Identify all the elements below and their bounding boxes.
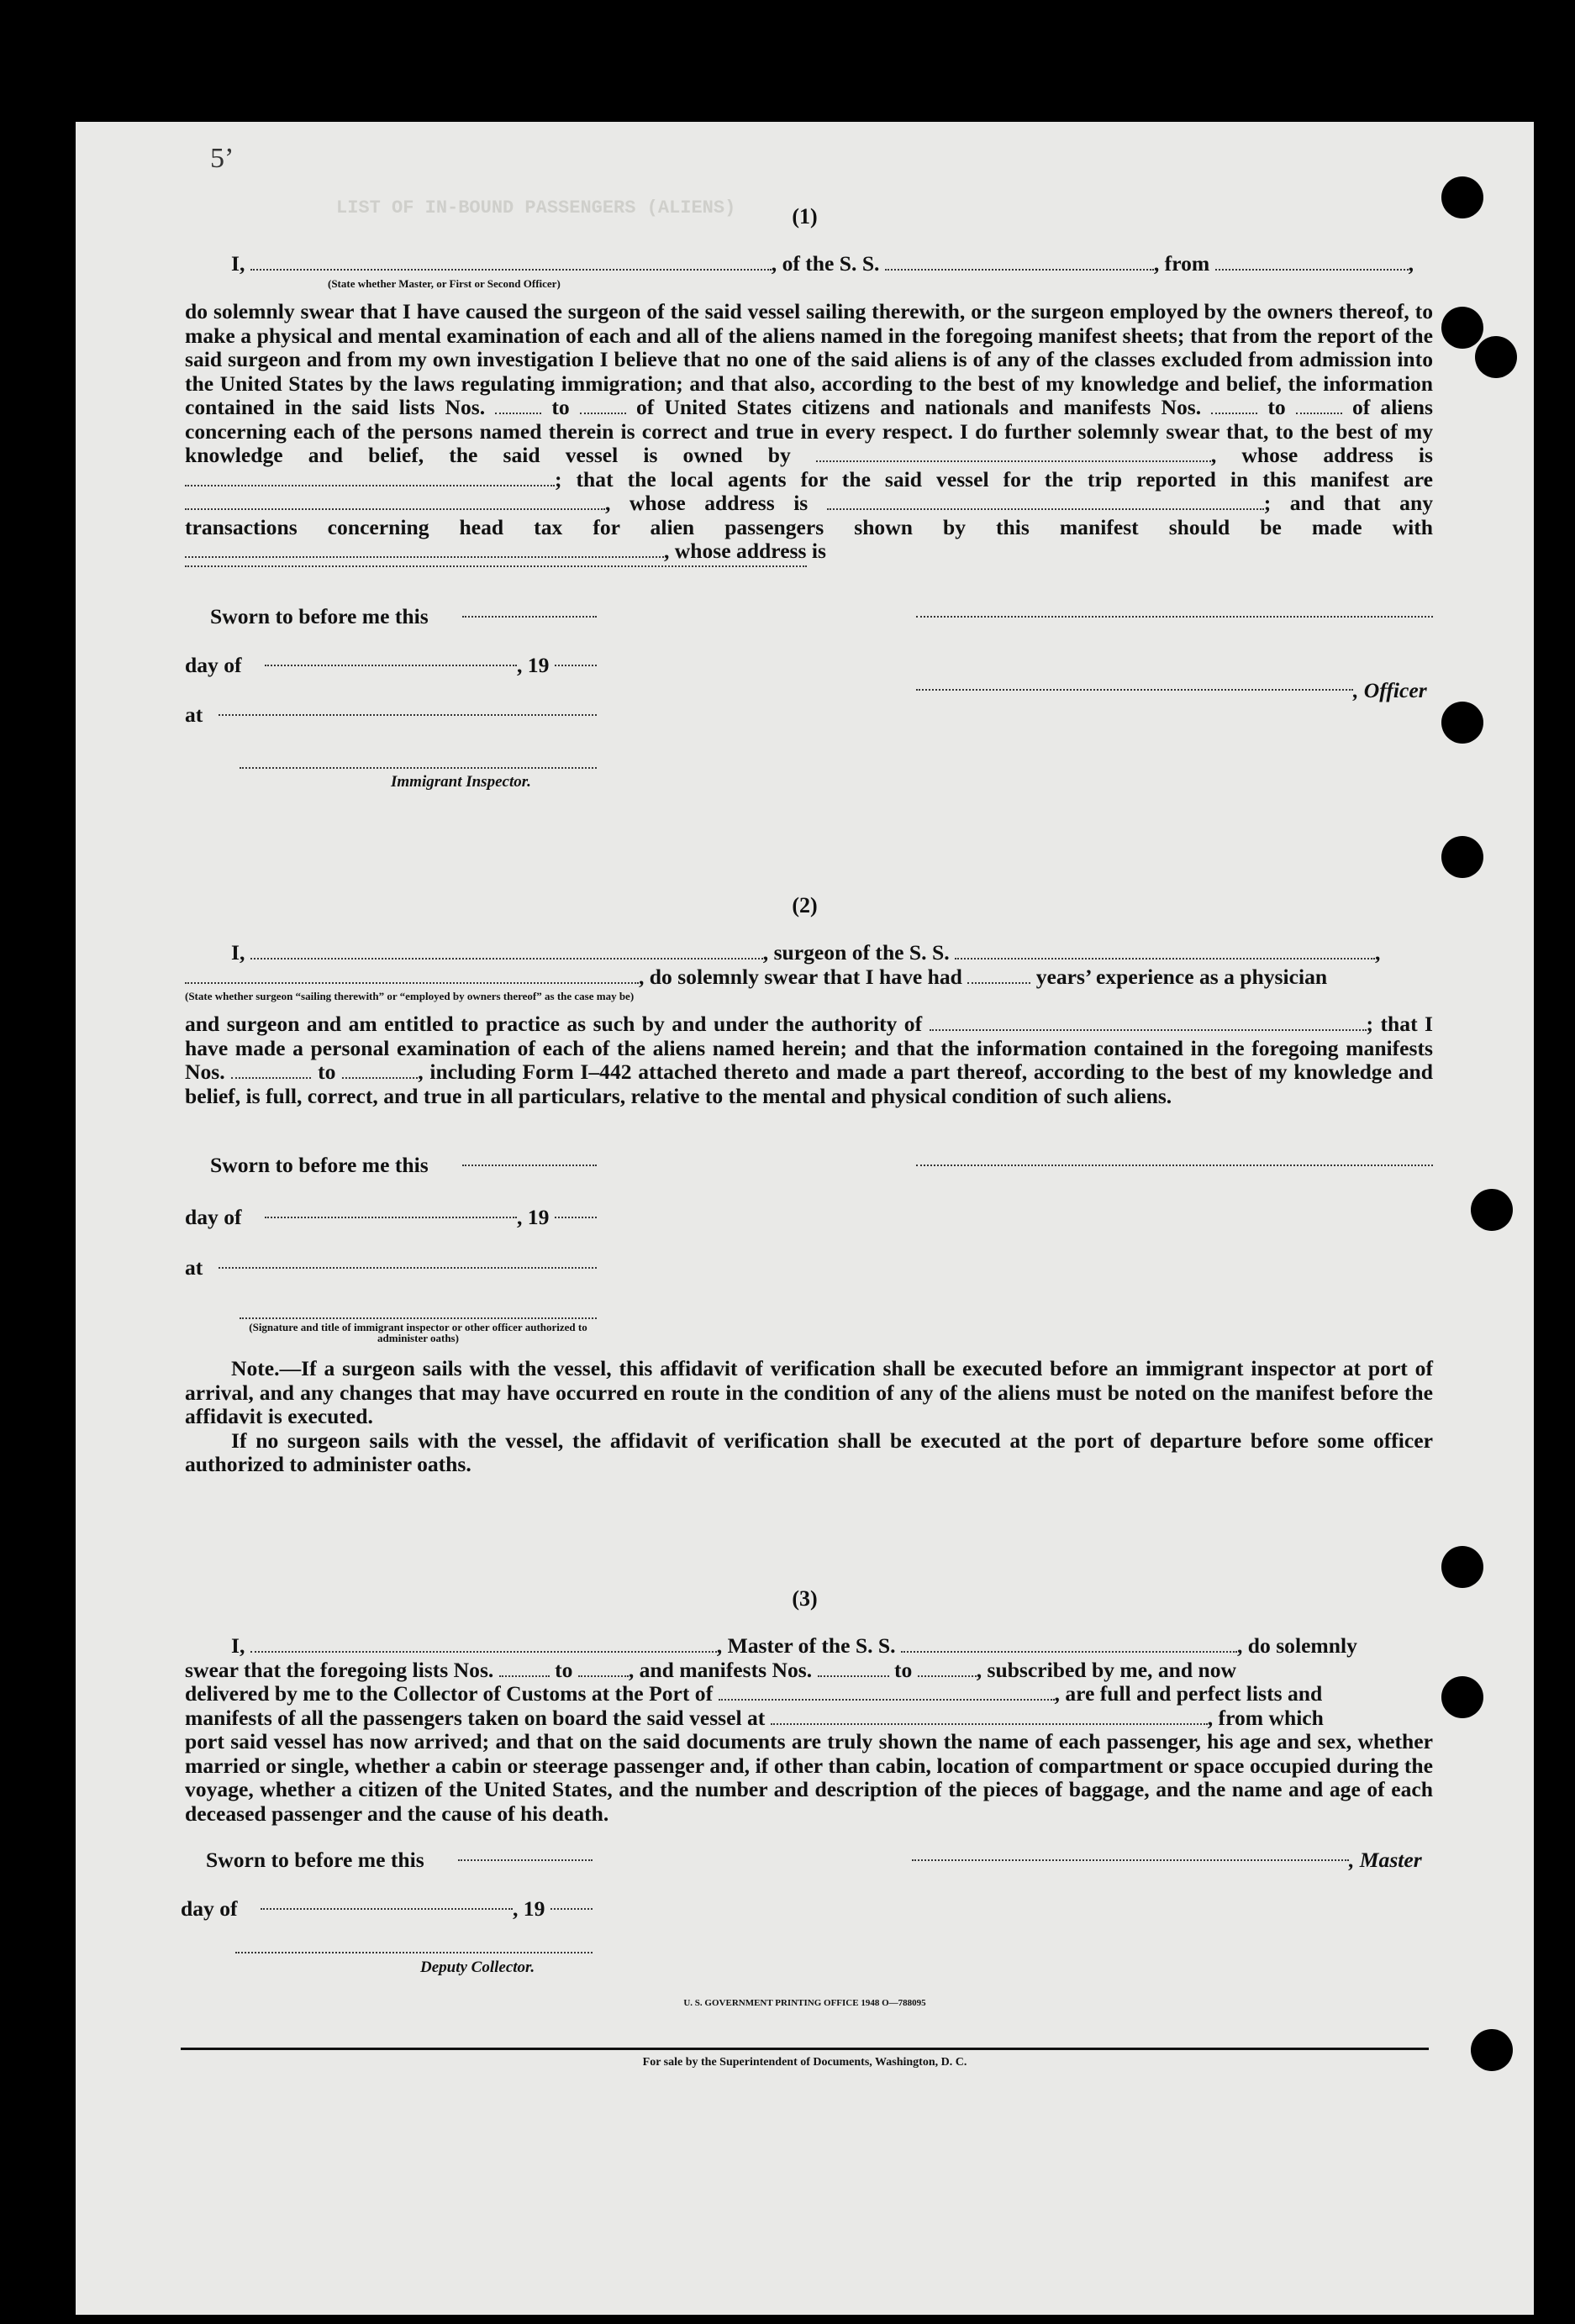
head-tax-party-field[interactable]	[185, 541, 664, 558]
section-2-text-3: the best of my knowledge and belief, is full, correct, and true in all particulars, relative to the mental and physical condition of such aliens.	[185, 1059, 1433, 1108]
owner-field[interactable]	[816, 445, 1211, 462]
s3-master-signature-field[interactable]	[912, 1859, 1349, 1861]
physician-label: years’ experience as a physician	[1035, 964, 1328, 989]
full-lists-label: , are full and perfect lists and	[1054, 1681, 1323, 1706]
taken-at-field[interactable]	[771, 1708, 1208, 1725]
lists-label: swear that the foregoing lists Nos.	[185, 1657, 494, 1682]
printing-office: U. S. GOVERNMENT PRINTING OFFICE 1948 O—788095	[683, 1998, 926, 2008]
agents-field[interactable]	[185, 493, 605, 510]
section-3-oath	[185, 1634, 1433, 1826]
s1-sworn-label: Sworn to before me this	[210, 604, 429, 628]
binder-hole	[1475, 336, 1517, 378]
manifest-to-field[interactable]	[1296, 397, 1342, 414]
section-3-text: port said vessel has now arrived; and that on the said documents are truly shown the name of each passenger, his age and sex, whether married or single, whether a cabin or steerage passenger and, if other than cabin, location of compartment or space occupied during the voyage, whether a citizen of the United States, and the number and description of the pieces of baggage, and the name and age of each deceased passenger and the cause of his death.	[185, 1729, 1433, 1826]
lists-from-field[interactable]	[495, 397, 541, 414]
section-1-oath: I, , of the S. S. , from ,	[231, 251, 1414, 276]
s3-year-label: , 19	[513, 1896, 545, 1921]
section-1-paragraph: do solemnly swear that I have caused the surgeon of the said vessel sailing therewith, or the surgeon employed by the owners thereof, to make a physical and mental examination of each and all of the aliens named in the foregoing manifest sheets; that from the report of the said surgeon and from my own investigation I believe that no one of the said aliens is of any of the classes excluded from admission into the United States by the laws regulating immigration; and that also, according to the best of my knowledge and belief, the information contained in the said lists Nos. to of United States citizens and nationals and manifests Nos. to of aliens concerning each of the persons named therein is correct and true in every respect. I do further solemnly swear that, to the best of my knowledge and belief, the said vessel is owned by , whose address is ; that the local agents for the said vessel for the trip reported in this manifest are , whose address is ; and that any transactions concerning head tax for alien passengers shown by this manifest should be made with , whose address is	[185, 299, 1434, 563]
s3-sworn-label: Sworn to before me this	[206, 1848, 424, 1872]
binder-hole	[1441, 1676, 1483, 1718]
agents-label: that the local agents for the said vessel for the trip reported in this manifest are	[576, 466, 1433, 492]
s2-at-field[interactable]	[219, 1267, 597, 1269]
s3-day-field[interactable]	[261, 1908, 513, 1910]
s2-inspector-signature-field[interactable]	[240, 1317, 597, 1319]
to-label: to	[555, 1657, 573, 1682]
s2-day-field[interactable]	[265, 1217, 517, 1218]
s3-day-label: day of	[181, 1896, 238, 1921]
years-field[interactable]	[967, 967, 1030, 984]
s1-sworn-day-field[interactable]	[462, 616, 597, 618]
section-2-text-2: , including Form I–442 attached thereto and made a part thereof, according to	[418, 1059, 1149, 1084]
s2-manifest-from-field[interactable]	[231, 1062, 311, 1079]
oath-i: I,	[231, 1633, 245, 1658]
document-page	[76, 122, 1534, 2315]
bottom-rule	[181, 2048, 1429, 2050]
years-label: , do solemnly swear that I have had	[639, 964, 962, 989]
section-1-text-2: of United States citizens and nationals and manifests Nos.	[635, 395, 1202, 419]
surgeon-vessel-field[interactable]	[955, 943, 1375, 960]
head-tax-address-field[interactable]	[185, 565, 807, 567]
s2-sworn-label: Sworn to before me this	[210, 1153, 429, 1177]
s1-inspector-signature-field[interactable]	[240, 767, 597, 769]
s2-day-label: day of	[185, 1205, 242, 1229]
deputy-collector-label: Deputy Collector.	[420, 1959, 535, 1976]
master-name-field[interactable]	[250, 1636, 717, 1653]
owned-by-label: the said vessel is owned by	[449, 443, 791, 467]
taken-at-label: manifests of all the passengers taken on board the said vessel at	[185, 1705, 766, 1730]
section-2-paragraph: and surgeon and am entitled to practice as such by and under the authority of ; that I have made a personal examination of each of the aliens named herein; and that the information contained in the foregoing manifests Nos. to , including Form I–442 attached thereto and made a part thereof, according to the best of my knowledge and belief, is full, correct, and true in all particulars, relative to the mental and physical condition of such aliens.	[185, 1012, 1433, 1108]
s1-officer-title-field[interactable]	[916, 689, 1353, 691]
s2-surgeon-signature-field[interactable]	[916, 1165, 1433, 1166]
section-1-number: (1)	[792, 204, 818, 229]
officer-name-field[interactable]	[250, 254, 772, 271]
head-tax-party-label: passengers shown by this manifest should be made with	[724, 514, 1433, 539]
s1-year-label: , 19	[517, 653, 550, 677]
of-ss-label: , of the S. S.	[771, 251, 880, 276]
master-vessel-field[interactable]	[901, 1636, 1237, 1653]
section-3-number: (3)	[792, 1586, 818, 1611]
s1-at-label: at	[185, 702, 203, 727]
agents-address-field[interactable]	[827, 493, 1264, 510]
binder-hole	[1441, 307, 1483, 349]
s2-at-label: at	[185, 1255, 203, 1280]
from-port-field[interactable]	[1215, 254, 1409, 271]
manifest-from-field[interactable]	[1211, 397, 1257, 414]
head-tax-address-label: , whose address is	[664, 539, 826, 563]
s2-manifest-to-field[interactable]	[342, 1062, 418, 1079]
port-label: delivered by me to the Collector of Customs at the Port of	[185, 1681, 714, 1706]
authority-label: and surgeon and am entitled to practice as such by and under the authority of	[185, 1012, 923, 1036]
immigrant-inspector-label: Immigrant Inspector.	[391, 773, 531, 791]
do-solemnly-label: , do solemnly	[1236, 1633, 1357, 1658]
s3-collector-signature-field[interactable]	[235, 1952, 593, 1953]
to-label: to	[318, 1059, 336, 1084]
binder-hole	[1441, 836, 1483, 878]
s3-manifest-to-field[interactable]	[918, 1660, 977, 1677]
note-text: —If a surgeon sails with the vessel, this affidavit of verification shall be executed before an immigrant inspector at port of arrival, and any changes that may have occurred en route in the condition of any of the aliens must be noted on the manifest before the affidavit is executed.	[185, 1356, 1433, 1428]
authority-field[interactable]	[930, 1014, 1367, 1031]
faint-bleed-heading: LIST OF IN-BOUND PASSENGERS (ALIENS)	[336, 197, 736, 218]
binder-hole	[1471, 1189, 1513, 1231]
owner-address-field[interactable]	[185, 470, 555, 486]
oath-i: I,	[231, 940, 245, 965]
to-label: to	[551, 395, 570, 419]
s3-lists-to-field[interactable]	[578, 1660, 629, 1677]
officer-label: , Officer	[1353, 678, 1427, 702]
master-label: , Master	[1349, 1848, 1422, 1872]
s1-day-label: day of	[185, 653, 242, 677]
officer-note: (State whether Master, or First or Second Officer)	[328, 277, 561, 290]
handwritten-mark: 5’	[210, 143, 234, 174]
for-sale-note: For sale by the Superintendent of Documents, Washington, D. C.	[642, 2056, 967, 2069]
s3-lists-from-field[interactable]	[499, 1660, 550, 1677]
note-label: Note.	[231, 1356, 280, 1380]
s2-signature-note: (Signature and title of immigrant inspector or other officer authorized to administer oaths)	[249, 1321, 587, 1344]
to-label: to	[893, 1657, 913, 1682]
section-1-text: do solemnly swear that I have caused the surgeon of the said vessel sailing therewith, or the surgeon employed by the owners thereof, to make a physical and mental examination of each and all of the aliens named in the foregoing manifest sheets; that from the report of the said surgeon and from my own investigation I believe that no one of the said aliens is of any of the classes excluded from admission into the United States by the laws regulating immigration; and that also, according to the best of my knowledge and belief, the information contained in the said lists Nos.	[185, 299, 1433, 419]
port-field[interactable]	[719, 1684, 1055, 1701]
subscribed-label: , subscribed by me, and now	[976, 1657, 1237, 1682]
section-2-oath: I, , surgeon of the S. S. , , do solemnly swear that I have had years’ experience as a physician	[185, 941, 1433, 989]
from-label: , from	[1153, 251, 1210, 276]
s2-year-field[interactable]	[555, 1217, 597, 1218]
from-which-label: , from which	[1207, 1705, 1324, 1730]
surgeon-name-field[interactable]	[250, 943, 763, 960]
section-2-note	[185, 1357, 1433, 1477]
binder-hole	[1441, 702, 1483, 744]
s2-year-label: , 19	[517, 1205, 550, 1229]
owner-address-label: , whose address is	[1210, 443, 1433, 467]
manifests-label: , and manifests Nos.	[628, 1657, 813, 1682]
lists-to-field[interactable]	[580, 397, 626, 414]
s3-sworn-day-field[interactable]	[458, 1859, 593, 1861]
surgeon-status-field[interactable]	[185, 967, 639, 984]
s1-day-field[interactable]	[265, 665, 517, 666]
s3-manifest-from-field[interactable]	[818, 1660, 889, 1677]
section-1-text-4: therein is correct and true in every respect. I do further solemnly swear that, to the best of my knowledge and belief,	[185, 418, 1434, 467]
to-label: to	[1267, 395, 1286, 419]
agents-address-label: whose address is	[629, 491, 809, 515]
s3-year-field[interactable]	[550, 1908, 593, 1910]
head-tax-label: ; and that any transactions concerning head tax for alien	[185, 491, 1433, 539]
section-2-number: (2)	[792, 893, 818, 918]
s1-officer-signature-field[interactable]	[916, 616, 1433, 618]
binder-hole	[1441, 1546, 1483, 1588]
section-2-text: that I have made a personal examination of each of the aliens named herein; and that the information contained in the	[185, 1012, 1433, 1060]
vessel-field[interactable]	[885, 254, 1154, 271]
s1-at-field[interactable]	[219, 714, 597, 716]
s1-year-field[interactable]	[555, 665, 597, 666]
surgeon-note: (State whether surgeon “sailing therewith” or “employed by owners thereof” as the case may be)	[185, 990, 635, 1002]
note-text-2: If no surgeon sails with the vessel, the affidavit of verification shall be executed at the port of departure before some officer authorized to administer oaths.	[185, 1428, 1433, 1476]
master-of-ss-label: , Master of the S. S.	[716, 1633, 896, 1658]
manifests-label: foregoing manifests Nos.	[185, 1035, 1433, 1084]
section-1-text-3: of aliens concerning each of the persons named	[185, 395, 1433, 444]
surgeon-of-ss-label: , surgeon of the S. S.	[762, 940, 950, 965]
oath-i: I,	[231, 251, 245, 276]
s2-sworn-day-field[interactable]	[462, 1165, 597, 1166]
